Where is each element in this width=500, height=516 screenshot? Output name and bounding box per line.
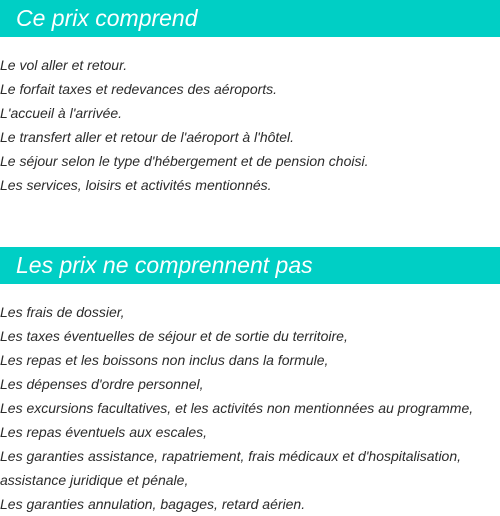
- included-item: Le vol aller et retour.: [0, 57, 128, 73]
- excluded-item: Les garanties annulation, bagages, retard aérien.: [0, 496, 306, 512]
- included-section-title: Ce prix comprend: [0, 0, 500, 37]
- excluded-item: Les dépenses d'ordre personnel,: [0, 376, 204, 392]
- excluded-list: [0, 300, 500, 516]
- excluded-item: Les repas et les boissons non inclus dans la formule,: [0, 352, 329, 368]
- excluded-item: Les frais de dossier,: [0, 304, 125, 320]
- included-item: Le forfait taxes et redevances des aéroports.: [0, 81, 278, 97]
- included-list: [0, 53, 500, 197]
- excluded-item: Les taxes éventuelles de séjour et de sortie du territoire,: [0, 328, 348, 344]
- included-item: Les services, loisirs et activités mentionnés.: [0, 177, 272, 193]
- included-item: Le séjour selon le type d'hébergement et de pension choisi.: [0, 153, 369, 169]
- excluded-item: Les excursions facultatives, et les activités non mentionnées au programme,: [0, 400, 474, 416]
- excluded-section-title: Les prix ne comprennent pas: [0, 247, 500, 284]
- included-item: L'accueil à l'arrivée.: [0, 105, 123, 121]
- excluded-item: Les repas éventuels aux escales,: [0, 424, 208, 440]
- excluded-item: assistance juridique et pénale,: [0, 472, 189, 488]
- excluded-item: Les garanties assistance, rapatriement, frais médicaux et d'hospitalisation,: [0, 448, 462, 464]
- included-item: Le transfert aller et retour de l'aéroport à l'hôtel.: [0, 129, 295, 145]
